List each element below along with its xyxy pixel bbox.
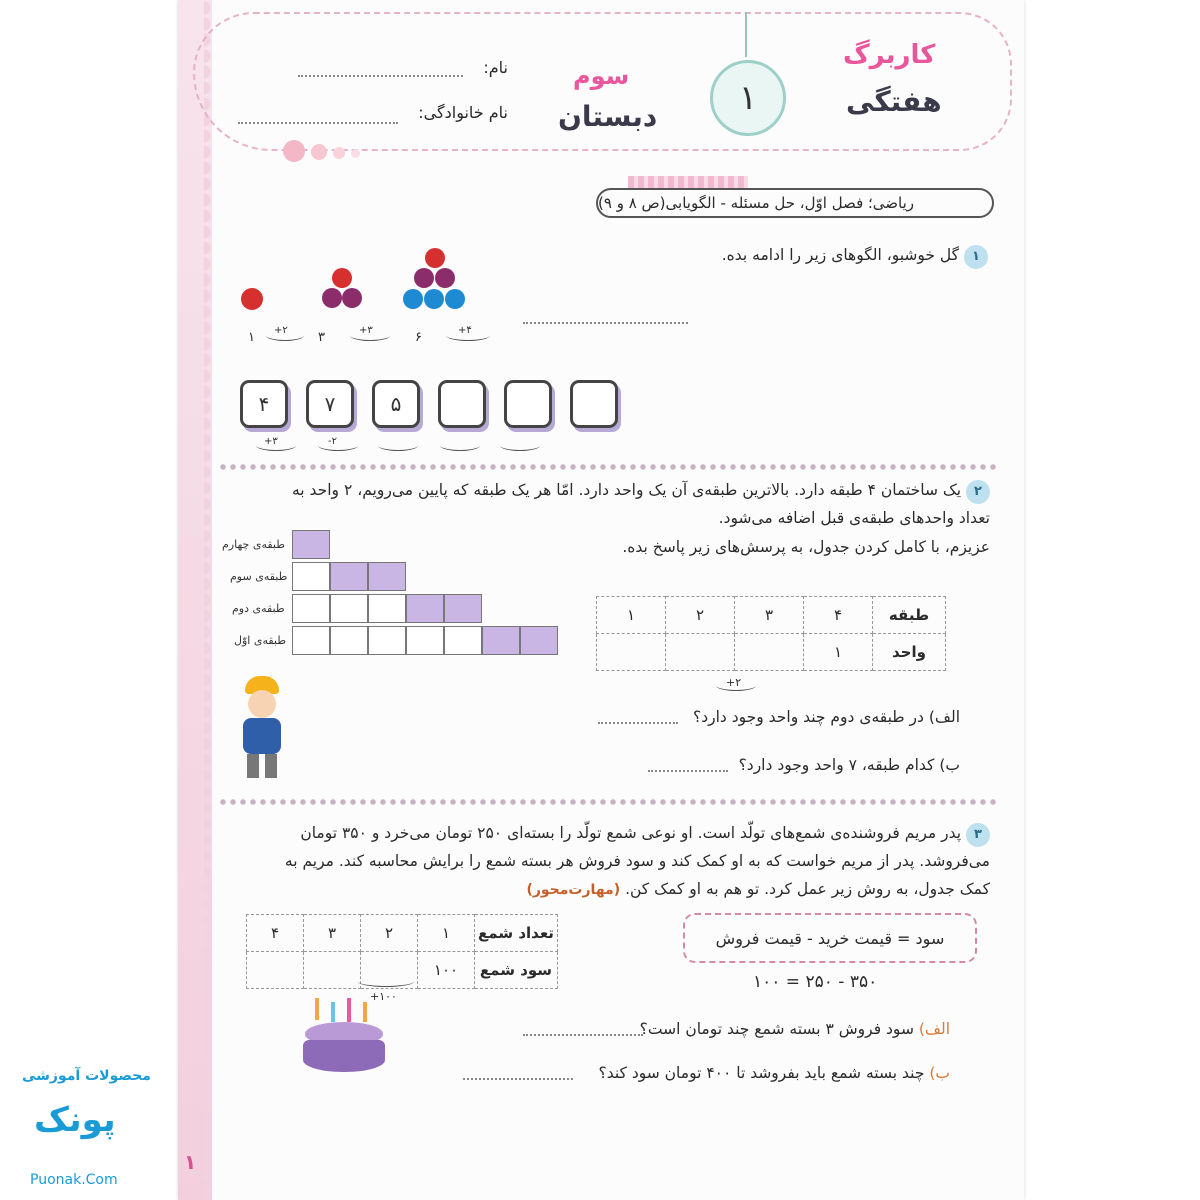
box-step: +۳ [264, 436, 278, 447]
table-cell: ۱ [418, 915, 475, 952]
pink-side-band [178, 0, 212, 1200]
table-cell: ۳ [304, 915, 361, 952]
q2-step: +۲ [726, 676, 742, 689]
q2-question-b: ب) کدام طبقه، ۷ واحد وجود دارد؟ [738, 756, 960, 774]
table-cell: ۲ [666, 597, 735, 634]
q1-prompt [578, 242, 988, 269]
pattern-dot [241, 288, 263, 310]
table-header: طبقه [873, 597, 946, 634]
school-label: دبستان [558, 100, 658, 133]
table-row [247, 915, 558, 952]
section-separator [218, 797, 998, 807]
step-4: +۴ [458, 325, 472, 336]
worksheet-page [178, 0, 1024, 1200]
table-cell: ۳ [735, 597, 804, 634]
q2-line2: تعداد واحدهای طبقه‌ی قبل اضافه می‌شود. [718, 509, 990, 527]
section-separator [218, 462, 998, 472]
table-cell-input[interactable] [735, 634, 804, 671]
q3-prompt [218, 820, 990, 847]
pattern-box-empty[interactable] [438, 380, 486, 428]
formula-box [683, 913, 977, 963]
floor-cell [330, 562, 368, 591]
q3-question-b: چند بسته شمع باید بفروشد تا ۴۰۰ تومان سود کند؟ [598, 1064, 925, 1082]
worksheet-title: کاربرگ [843, 40, 936, 70]
count-3: ۳ [318, 330, 325, 345]
floor-cell [368, 562, 406, 591]
grade-label: سوم [573, 62, 630, 90]
step-3: +۳ [359, 325, 373, 336]
step-arc [350, 330, 390, 341]
floor-cell [482, 626, 520, 655]
table-cell-input[interactable] [666, 634, 735, 671]
floor-cell [406, 626, 444, 655]
topic-box [596, 188, 994, 218]
pattern-box: ۵ [372, 380, 420, 428]
sheet-number-badge: ۱ [710, 60, 786, 136]
q2-answer-a[interactable] [598, 722, 678, 724]
name-field[interactable] [298, 75, 463, 77]
q3-line3-wrap [218, 876, 990, 904]
table-header: واحد [873, 634, 946, 671]
floor-cell [520, 626, 558, 655]
table-cell: ۲ [361, 915, 418, 952]
table-row [597, 597, 946, 634]
q3-number: ۳ [966, 823, 990, 847]
q1-answer-line[interactable] [523, 322, 688, 324]
table-cell-input[interactable] [247, 952, 304, 989]
box-step: -۲ [328, 436, 337, 447]
count-1: ۱ [248, 330, 255, 345]
floor-cell [444, 594, 482, 623]
q3-line1: پدر مریم فروشنده‌ی شمع‌های تولّد است. او نوعی شمع تولّد را بسته‌ای ۲۵۰ تومان می‌خرد و ۳۵۰ تومان [300, 824, 962, 842]
worksheet-subtitle: هفتگی [846, 85, 942, 118]
q2-prompt [218, 477, 990, 504]
brand-tagline: محصولات آموزشی [22, 1068, 151, 1084]
family-field[interactable] [238, 122, 398, 124]
table-cell: ۱۰۰ [418, 952, 475, 989]
q3-qb-label: ب) [929, 1064, 950, 1082]
q3-line3: کمک جدول، به روش زیر عمل کرد. تو هم به او کمک کن. [625, 880, 990, 898]
floor-label: طبقه‌ی اوّل [234, 634, 287, 647]
floor-cell [406, 594, 444, 623]
floor-cell [292, 626, 330, 655]
birthday-cake-illustration [303, 998, 385, 1078]
q3-question-a-wrap [478, 1016, 950, 1043]
q1-text: گل خوشبو، الگوهای زیر را ادامه بده. [721, 246, 960, 264]
table-cell: ۴ [804, 597, 873, 634]
step-2: +۲ [274, 325, 288, 336]
floor-cell [292, 530, 330, 559]
q2-line1: یک ساختمان ۴ طبقه دارد. بالاترین طبقه‌ی آن یک واحد دارد. امّا هر یک طبقه که پایین می‌رویم، ۲ واحد به [291, 481, 962, 499]
table-header: سود شمع [475, 952, 558, 989]
floor-cell [292, 594, 330, 623]
q2-question-a: الف) در طبقه‌ی دوم چند واحد وجود دارد؟ [693, 708, 960, 726]
q2-answer-b[interactable] [648, 770, 728, 772]
q1-number: ۱ [964, 245, 988, 269]
box-arc [318, 440, 358, 451]
count-6: ۶ [415, 330, 422, 345]
worker-illustration [233, 676, 293, 781]
floor-cell [330, 594, 368, 623]
topic-text: ریاضی؛ فصل اوّل، حل مسئله - الگویابی(ص ۸ و ۹) [598, 194, 915, 212]
box-arc [440, 440, 480, 451]
brand-logo: پونک [34, 1100, 116, 1140]
floor-label: طبقه‌ی دوم [232, 602, 285, 615]
q3-answer-a[interactable] [523, 1034, 643, 1036]
q3-step-arc [358, 976, 414, 987]
formula-text: سود = قیمت خرید - قیمت فروش [715, 928, 945, 948]
page-number: ۱ [184, 1150, 197, 1174]
box-arc [500, 440, 540, 451]
brand-url: Puonak.Com [30, 1172, 118, 1188]
number-pattern-boxes [240, 380, 618, 428]
q3-line2: می‌فروشد. پدر از مریم خواست که به او کمک کند و سود فروش هر بسته شمع را برایش محاسبه کند. مریم به [284, 852, 990, 870]
pattern-box-empty[interactable] [504, 380, 552, 428]
q3-step: +۱۰۰ [370, 990, 397, 1003]
floor-label: طبقه‌ی چهارم [222, 538, 285, 551]
table-cell: ۱ [597, 597, 666, 634]
pattern-box: ۴ [240, 380, 288, 428]
profit-calc: ۳۵۰ - ۲۵۰ = ۱۰۰ [753, 972, 878, 992]
table-row [597, 634, 946, 671]
q2-number: ۲ [966, 480, 990, 504]
floor-cell [292, 562, 330, 591]
name-label: نام: [483, 58, 508, 77]
box-arc [378, 440, 418, 451]
q3-question-a: سود فروش ۳ بسته شمع چند تومان است؟ [639, 1020, 914, 1038]
decorative-dots [283, 140, 413, 166]
q3-question-b-wrap [478, 1060, 950, 1087]
box-arc [256, 440, 296, 451]
q3-qa-label: الف) [918, 1020, 950, 1038]
q2-line3: عزیزم، با کامل کردن جدول، به پرسش‌های زیر پاسخ بده. [622, 538, 990, 556]
floor-cell [368, 626, 406, 655]
hanging-string [745, 12, 747, 57]
family-label: نام خانوادگی: [418, 103, 508, 122]
table-cell-input[interactable] [597, 634, 666, 671]
floor-cell [330, 626, 368, 655]
floor-cell [444, 626, 482, 655]
pattern-box-empty[interactable] [570, 380, 618, 428]
skill-tag: (مهارت‌محور) [526, 882, 621, 898]
floor-label: طبقه‌ی سوم [230, 570, 288, 583]
step-arc [266, 330, 304, 341]
q3-answer-b[interactable] [463, 1078, 573, 1080]
table-header: تعداد شمع [475, 915, 558, 952]
pattern-box: ۷ [306, 380, 354, 428]
q2-step-arc [716, 680, 756, 691]
table-cell-input[interactable] [304, 952, 361, 989]
step-arc [446, 330, 490, 341]
table-cell: ۱ [804, 634, 873, 671]
floors-table [596, 596, 946, 671]
table-cell: ۴ [247, 915, 304, 952]
floor-cell [368, 594, 406, 623]
